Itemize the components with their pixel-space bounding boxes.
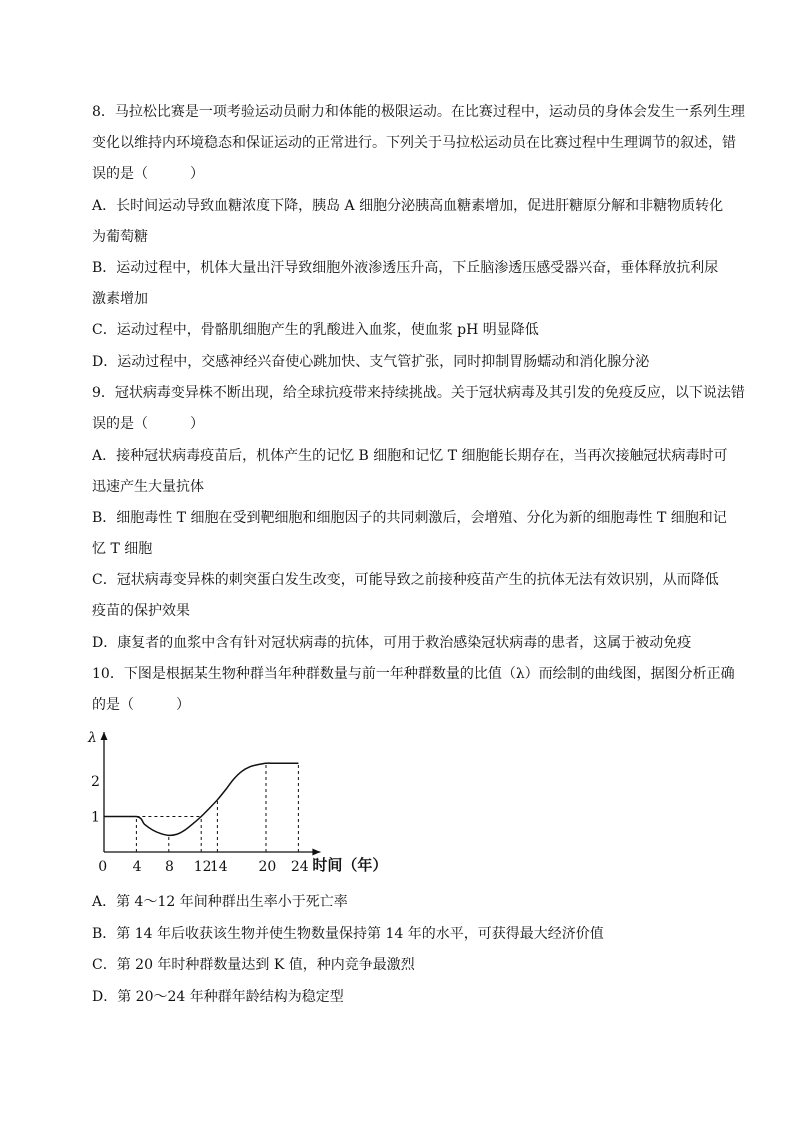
y-tick-label: 2 bbox=[91, 774, 100, 790]
q10-option-b: B．第 14 年后收获该生物并使生物数量保持第 14 年的水平，可获得最大经济价值 bbox=[92, 926, 604, 942]
q8-option-b: B．运动过程中，机体大量出汗导致细胞外液渗透压升高，下丘脑渗透压感受器兴奋，垂体释放抗利尿 bbox=[92, 260, 719, 276]
q9-option-b-cont: 忆 T 细胞 bbox=[92, 541, 153, 557]
lambda-curve bbox=[104, 763, 298, 835]
q8-stem-line1: 8．马拉松比赛是一项考验运动员耐力和体能的极限运动。在比赛过程中，运动员的身体会发生一系列生理 bbox=[92, 104, 745, 120]
q8-option-c: C．运动过程中，骨骼肌细胞产生的乳酸进入血浆，使血浆 pH 明显降低 bbox=[92, 322, 539, 338]
q9-option-c: C．冠状病毒变异株的刺突蛋白发生改变，可能导致之前接种疫苗产生的抗体无法有效识别，从而降低 bbox=[92, 572, 719, 588]
q9-option-d: D．康复者的血浆中含有针对冠状病毒的抗体，可用于救治感染冠状病毒的患者，这属于被动免疫 bbox=[92, 635, 692, 651]
q8-stem-line3: 误的是（ ） bbox=[92, 166, 204, 182]
q8-option-a-cont: 为葡萄糖 bbox=[92, 229, 148, 245]
y-tick-label: 1 bbox=[91, 809, 100, 826]
x-tick-label: 24 bbox=[290, 859, 309, 875]
q8-option-a: A．长时间运动导致血糖浓度下降，胰岛 A 细胞分泌胰高血糖素增加，促进肝糖原分解和非糖物质转化 bbox=[92, 198, 724, 214]
x-tick-label: 14 bbox=[209, 859, 228, 875]
q9-option-a: A．接种冠状病毒疫苗后，机体产生的记忆 B 细胞和记忆 T 细胞能长期存在，当再次接触冠状病毒时可 bbox=[92, 448, 728, 464]
x-tick-label: 12 bbox=[193, 859, 212, 875]
q10-option-d: D．第 20～24 年种群年龄结构为稳定型 bbox=[92, 989, 344, 1005]
x-tick-label: 0 bbox=[98, 859, 108, 875]
q10-option-a: A．第 4～12 年间种群出生率小于死亡率 bbox=[92, 894, 348, 910]
q9-option-a-cont: 迅速产生大量抗体 bbox=[92, 479, 204, 495]
q8-option-d: D．运动过程中，交感神经兴奋使心跳加快、支气管扩张，同时抑制胃肠蠕动和消化腺分泌 bbox=[92, 354, 650, 370]
y-axis-arrow bbox=[101, 732, 108, 740]
x-tick-label: 4 bbox=[132, 859, 142, 875]
x-axis-arrow bbox=[312, 849, 320, 856]
q8-option-b-cont: 激素增加 bbox=[92, 291, 148, 307]
y-axis-label: λ bbox=[88, 730, 97, 746]
q9-option-c-cont: 疫苗的保护效果 bbox=[92, 603, 190, 619]
q8-stem-line2: 变化以维持内环境稳态和保证运动的正常进行。下列关于马拉松运动员在比赛过程中生理调节的叙述，错 bbox=[92, 135, 736, 151]
q9-stem-line1: 9．冠状病毒变异株不断出现，给全球抗疫带来持续挑战。关于冠状病毒及其引发的免疫反应，以下说法错 bbox=[92, 385, 745, 401]
q10-stem-line1: 10．下图是根据某生物种群当年种群数量与前一年种群数量的比值（λ）而绘制的曲线图，据图分析正确 bbox=[92, 666, 735, 682]
x-tick-label: 20 bbox=[258, 859, 277, 875]
q9-stem-line2: 误的是（ ） bbox=[92, 416, 204, 432]
x-axis-label: 时间（年） bbox=[312, 856, 388, 874]
chart-svg bbox=[86, 726, 396, 876]
q9-option-b: B．细胞毒性 T 细胞在受到靶细胞和细胞因子的共同刺激后，会增殖、分化为新的细胞毒性 T 细胞和记 bbox=[92, 510, 727, 526]
lambda-curve-chart bbox=[86, 726, 396, 876]
q10-option-c: C．第 20 年时种群数量达到 K 值，种内竞争最激烈 bbox=[92, 957, 415, 973]
x-tick-label: 8 bbox=[165, 859, 174, 875]
q10-stem-line2: 的是（ ） bbox=[92, 697, 190, 713]
